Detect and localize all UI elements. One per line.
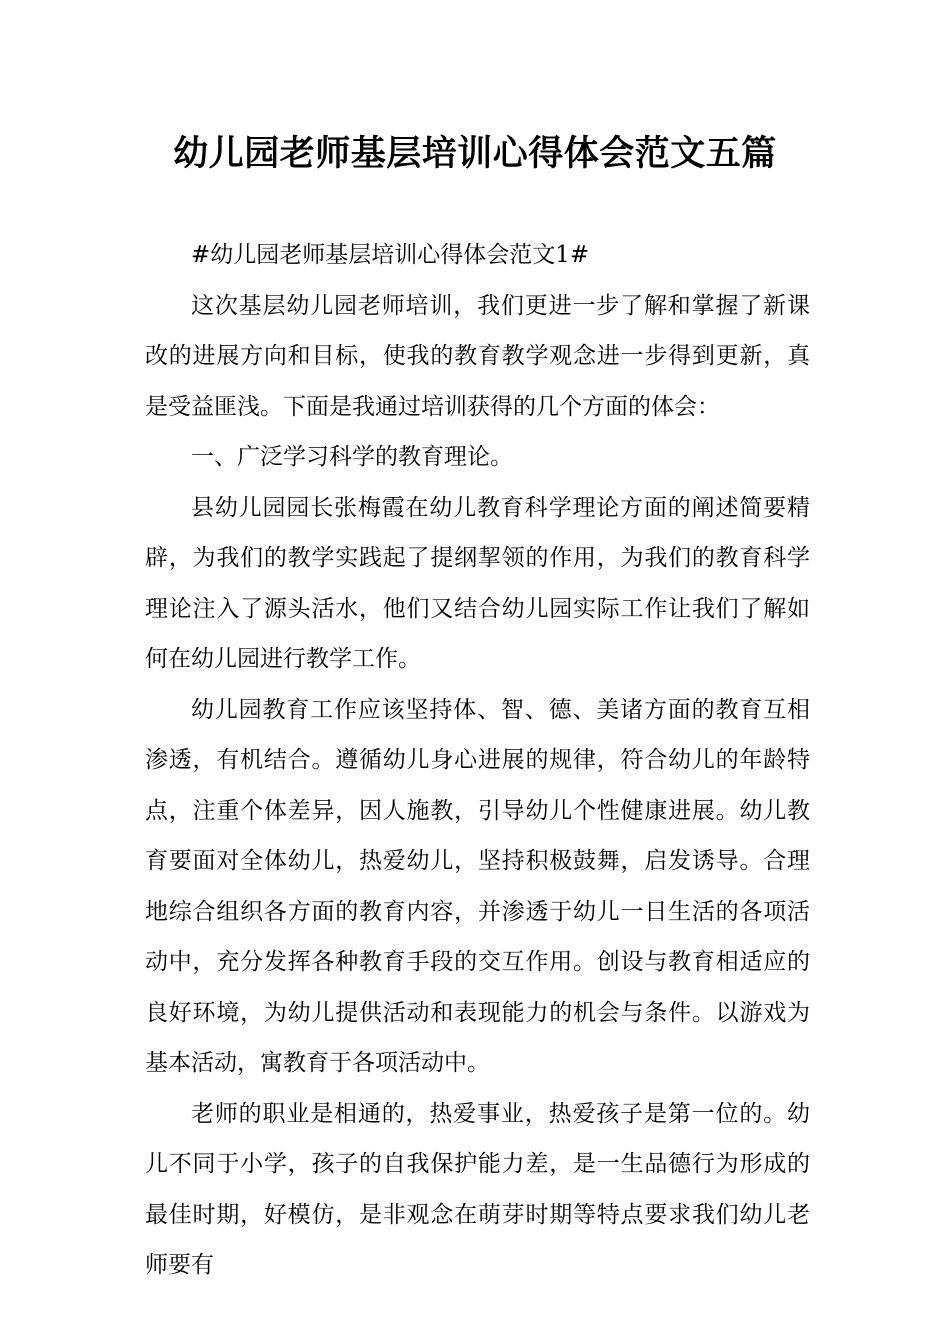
subheading: 一、广泛学习科学的教育理论。 [191,444,513,470]
document-title: 幼儿园老师基层培训心得体会范文五篇 [173,134,777,174]
paragraph: 幼儿园教育工作应该坚持体、智、德、美诸方面的教育互相渗透，有机结合。遵循幼儿身心进展的规律，符合幼儿的年龄特点，注重个体差异，因人施教，引导幼儿个性健康进展。幼儿教育要面对全体幼儿，热爱幼儿，坚持积极鼓舞，启发诱导。合理地综合组织各方面的教育内容，并渗透于幼儿一日生活的各项活动中，充分发挥各种教育手段的交互作用。创设与教育相适应的良好环境，为幼儿提供活动和表现能力的机会与条件。以游戏为基本活动，寓教育于各项活动中。 [145,696,810,1076]
paragraph: 老师的职业是相通的，热爱事业，热爱孩子是第一位的。幼儿不同于小学，孩子的自我保护能力差，是一生品德行为形成的最佳时期，好模仿，是非观念在萌芽时期等特点要求我们幼儿老师要有 [145,1100,810,1278]
section-heading: #幼儿园老师基层培训心得体会范文1# [191,242,590,268]
document-body [145,230,810,1291]
paragraph: 县幼儿园园长张梅霞在幼儿教育科学理论方面的阐述简要精辟，为我们的教学实践起了提纲挈领的作用，为我们的教育科学理论注入了源头活水，他们又结合幼儿园实际工作让我们了解如何在幼儿园进行教学工作。 [145,494,810,672]
paragraph: 这次基层幼儿园老师培训，我们更进一步了解和掌握了新课改的进展方向和目标，使我的教育教学观念进一步得到更新，真是受益匪浅。下面是我通过培训获得的几个方面的体会： [145,292,810,420]
